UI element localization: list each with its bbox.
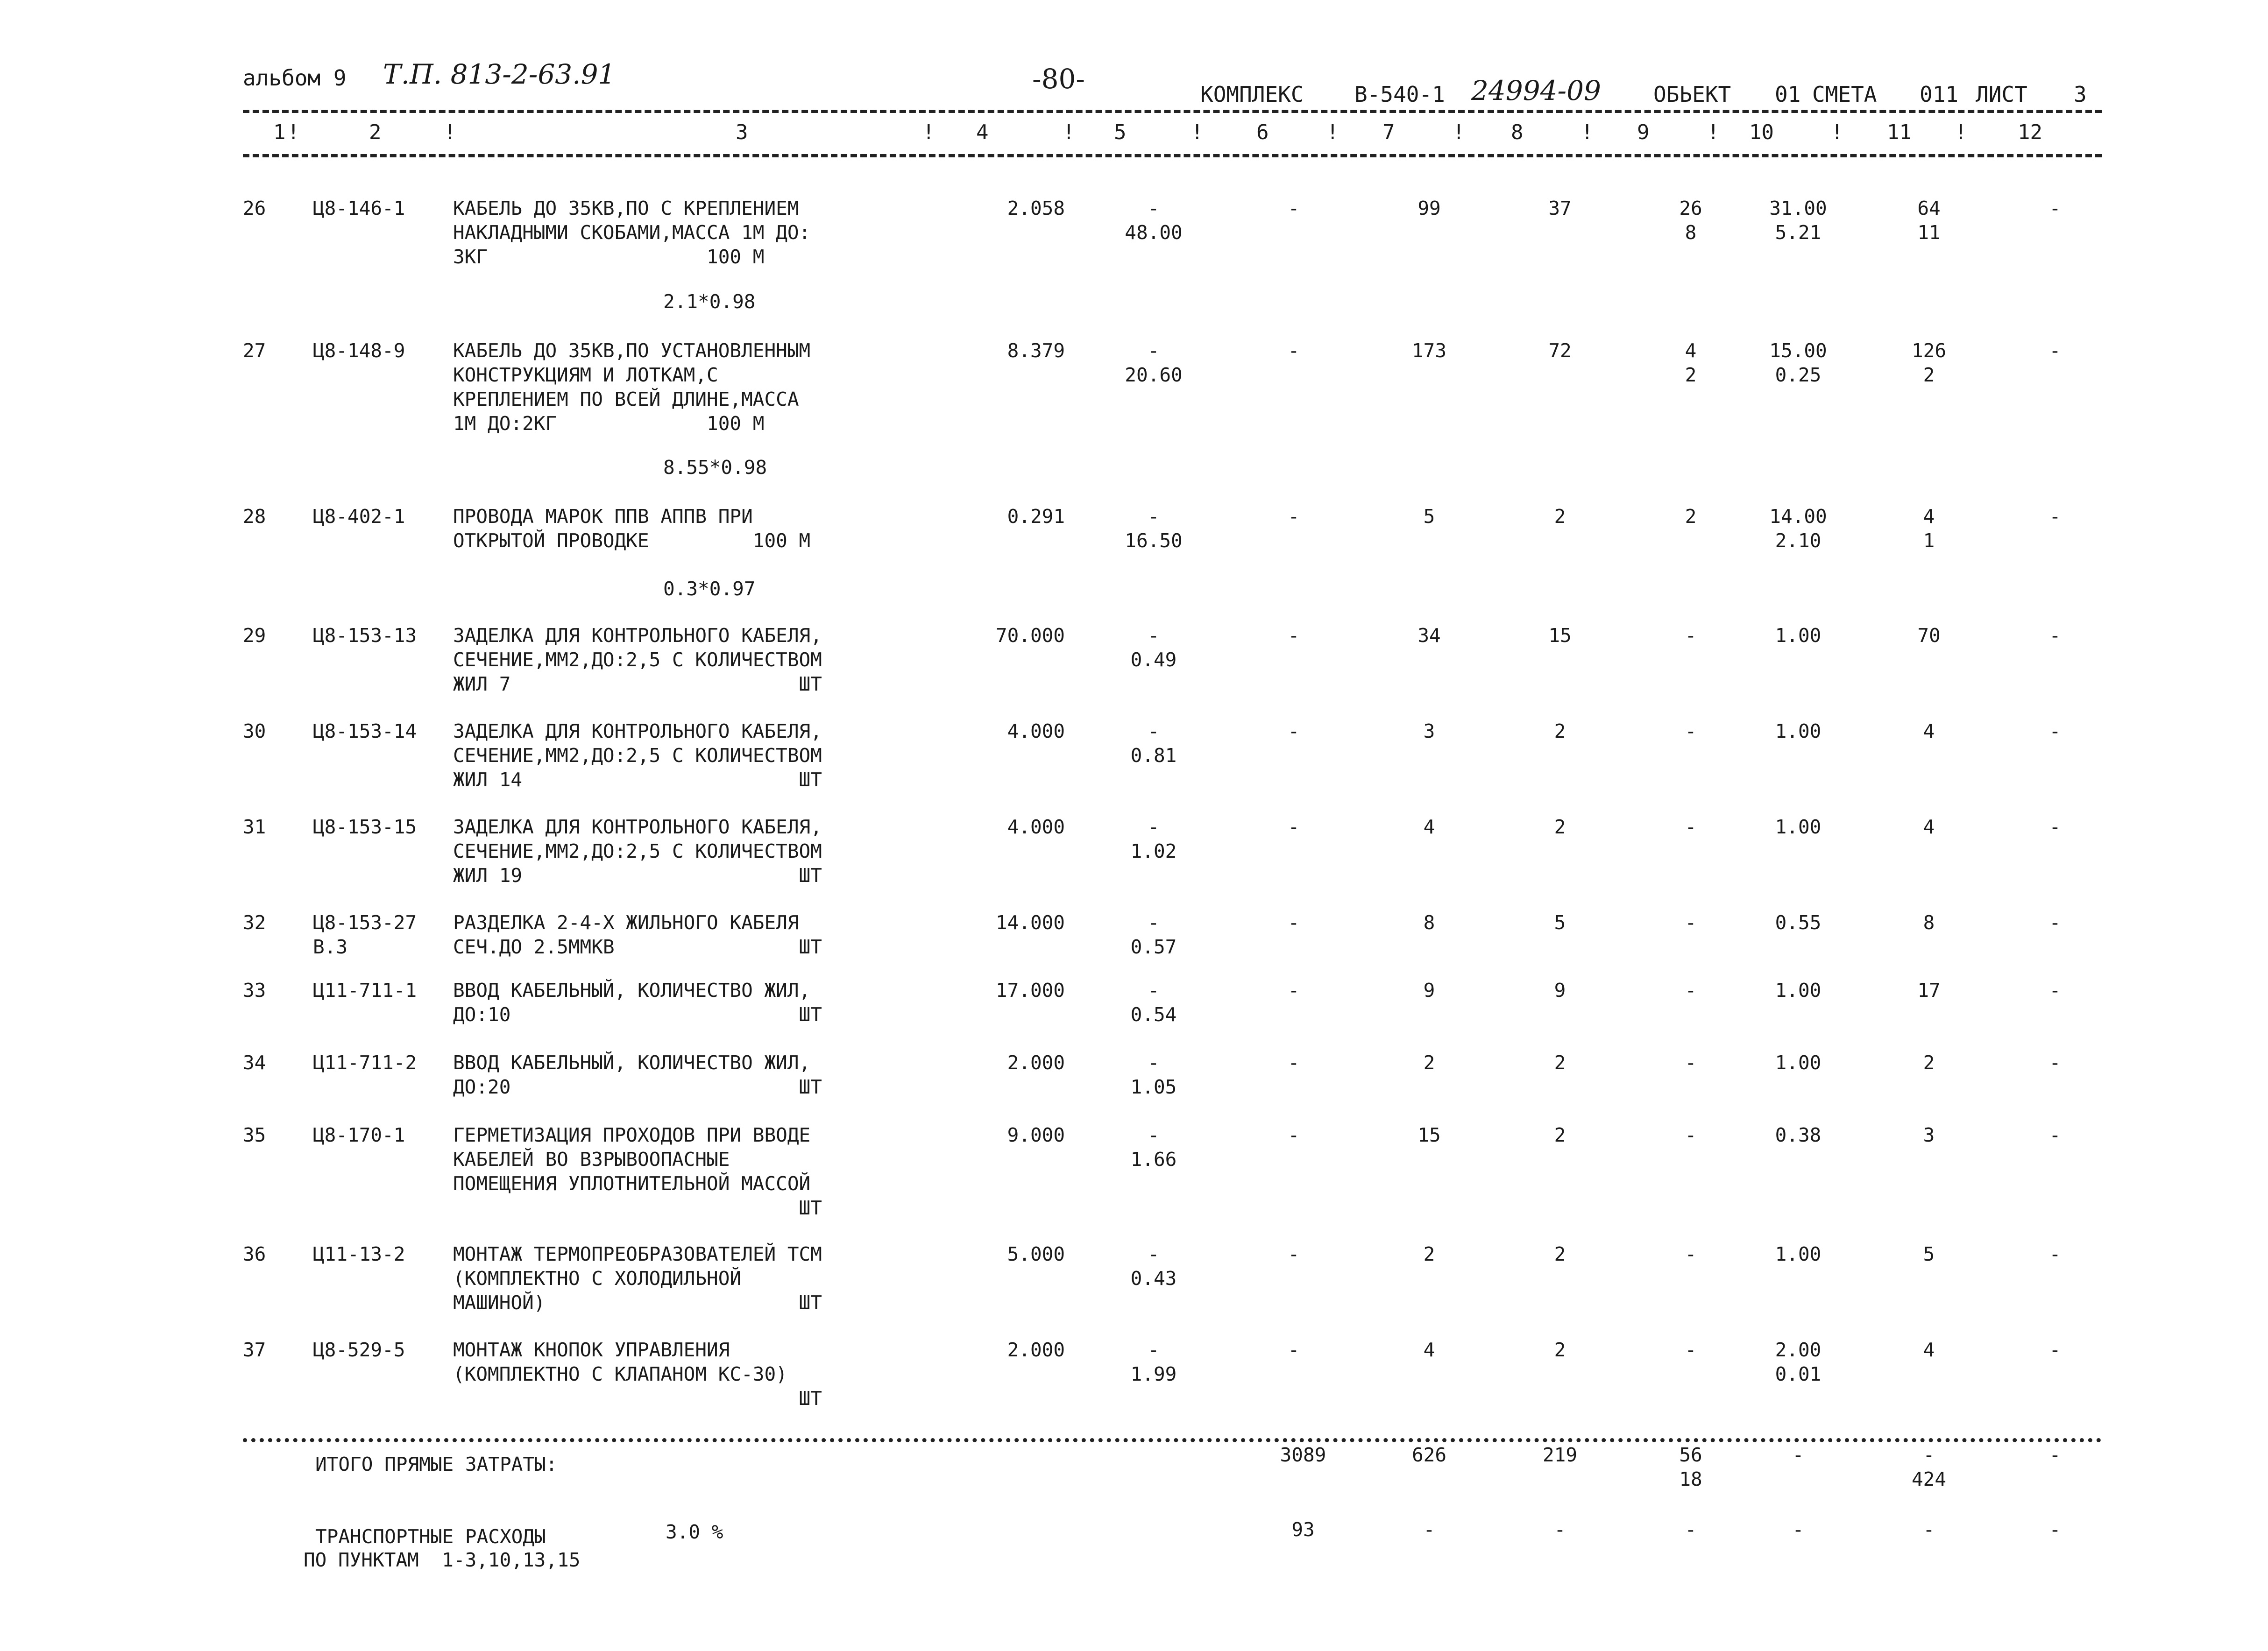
- col11-top: 70: [1917, 624, 1941, 647]
- col9-top: -: [1685, 1051, 1697, 1074]
- col-sep: !: [922, 120, 935, 144]
- sheet-label: ЛИСТ: [1976, 82, 2027, 107]
- quantity: 4.000: [1007, 816, 1065, 838]
- row-number: 29: [243, 624, 266, 647]
- col8: 37: [1548, 197, 1572, 219]
- complex-hand: 24994-09: [1471, 75, 1601, 106]
- col-sep: !: [444, 120, 456, 144]
- col9-top: 4: [1685, 339, 1697, 362]
- col11-top: 4: [1923, 1339, 1935, 1361]
- work-description-line: КРЕПЛЕНИЕМ ПО ВСЕЙ ДЛИНЕ,МАССА: [453, 388, 799, 410]
- totals-label: ИТОГО ПРЯМЫЕ ЗАТРАТЫ:: [315, 1453, 558, 1475]
- col11-top: 126: [1911, 339, 1947, 362]
- col6: -: [1288, 1243, 1300, 1265]
- work-description-line: ЗАДЕЛКА ДЛЯ КОНТРОЛЬНОГО КАБЕЛЯ,: [453, 816, 822, 838]
- col9-bottom: 8: [1685, 221, 1697, 244]
- col11-bottom: 1: [1923, 529, 1935, 552]
- smeta-label: СМЕТА: [1812, 82, 1877, 107]
- col-1: 1: [273, 120, 286, 144]
- col12: -: [2049, 197, 2061, 219]
- col5-top: -: [1148, 339, 1160, 362]
- unit-price: 0.57: [1130, 936, 1177, 958]
- totals-c9a: 56: [1679, 1444, 1702, 1466]
- unit-price: 1.02: [1130, 840, 1177, 862]
- col-sep: !: [287, 120, 300, 144]
- transport-c12: -: [2049, 1518, 2061, 1541]
- row-number: 28: [243, 505, 266, 528]
- quantity: 2.058: [1007, 197, 1065, 219]
- work-description-line: МАШИНОЙ) ШТ: [453, 1291, 822, 1314]
- work-description-line: СЕЧЕНИЕ,ММ2,ДО:2,5 С КОЛИЧЕСТВОМ: [453, 649, 822, 671]
- col9-bottom: 2: [1685, 364, 1697, 386]
- col10-top: 1.00: [1775, 1243, 1821, 1265]
- col12: -: [2049, 1243, 2061, 1265]
- transport-items: ПО ПУНКТАМ 1-3,10,13,15: [304, 1549, 581, 1571]
- quantity: 5.000: [1007, 1243, 1065, 1265]
- object-label: ОБЬЕКТ: [1653, 82, 1731, 107]
- rate-code: Ц8-153-27: [313, 911, 417, 934]
- col10-bottom: 0.01: [1775, 1363, 1821, 1385]
- row-number: 36: [243, 1243, 266, 1265]
- col11-bottom: 2: [1923, 364, 1935, 386]
- col-sep: !: [1326, 120, 1339, 144]
- col5-top: -: [1148, 1124, 1160, 1146]
- col9-top: 2: [1685, 505, 1697, 528]
- work-description-line: КАБЕЛЬ ДО 35КВ,ПО С КРЕПЛЕНИЕМ: [453, 197, 799, 219]
- col9-top: -: [1685, 624, 1697, 647]
- col8: 2: [1554, 1243, 1566, 1265]
- col10-bottom: 2.10: [1775, 529, 1821, 552]
- col-10: 10: [1749, 120, 1774, 144]
- page-number: -80-: [1032, 63, 1085, 95]
- col-sep: !: [1581, 120, 1594, 144]
- rate-code: Ц11-711-1: [313, 979, 417, 1002]
- col10-top: 2.00: [1775, 1339, 1821, 1361]
- work-description-line: МОНТАЖ ТЕРМОПРЕОБРАЗОВАТЕЛЕЙ ТСМ: [453, 1243, 822, 1265]
- work-description-line: ДО:10 ШТ: [453, 1003, 822, 1026]
- col7: 2: [1423, 1243, 1435, 1265]
- work-description-line: ПОМЕЩЕНИЯ УПЛОТНИТЕЛЬНОЙ МАССОЙ: [453, 1172, 811, 1195]
- row-number: 26: [243, 197, 266, 219]
- coefficient-formula: 0.3*0.97: [663, 578, 756, 600]
- unit-price: 20.60: [1125, 364, 1183, 386]
- col6: -: [1288, 1339, 1300, 1361]
- work-description-line: СЕЧ.ДО 2.5ММКВ ШТ: [453, 936, 822, 958]
- col10-top: 15.00: [1769, 339, 1827, 362]
- quantity: 0.291: [1007, 505, 1065, 528]
- work-description-line: ЗАДЕЛКА ДЛЯ КОНТРОЛЬНОГО КАБЕЛЯ,: [453, 624, 822, 647]
- rate-code: Ц11-13-2: [313, 1243, 405, 1265]
- col9-top: -: [1685, 1243, 1697, 1265]
- col12: -: [2049, 339, 2061, 362]
- col-9: 9: [1637, 120, 1650, 144]
- col5-top: -: [1148, 979, 1160, 1002]
- totals-c10: -: [1792, 1444, 1804, 1466]
- col10-top: 31.00: [1769, 197, 1827, 219]
- unit-price: 1.99: [1130, 1363, 1177, 1385]
- header-rule-bottom: [243, 154, 2102, 157]
- col-4: 4: [976, 120, 989, 144]
- work-description-line: (КОМПЛЕКТНО С ХОЛОДИЛЬНОЙ: [453, 1267, 742, 1290]
- rate-code: Ц8-146-1: [313, 197, 405, 219]
- album-label: альбом 9: [243, 65, 347, 91]
- col8: 2: [1554, 720, 1566, 742]
- work-description-line: КАБЕЛЬ ДО 35КВ,ПО УСТАНОВЛЕННЫМ: [453, 339, 811, 362]
- col7: 4: [1423, 1339, 1435, 1361]
- col10-top: 1.00: [1775, 816, 1821, 838]
- totals-c7: 626: [1411, 1444, 1447, 1466]
- object-num: 01: [1775, 82, 1801, 107]
- quantity: 8.379: [1007, 339, 1065, 362]
- unit-price: 0.54: [1130, 1003, 1177, 1026]
- transport-label: ТРАНСПОРТНЫЕ РАСХОДЫ: [315, 1525, 546, 1548]
- col5-top: -: [1148, 816, 1160, 838]
- col7: 173: [1411, 339, 1447, 362]
- unit-price: 0.49: [1130, 649, 1177, 671]
- quantity: 9.000: [1007, 1124, 1065, 1146]
- smeta-num: 011: [1920, 82, 1959, 107]
- col6: -: [1288, 624, 1300, 647]
- col11-top: 64: [1917, 197, 1941, 219]
- col7: 2: [1423, 1051, 1435, 1074]
- col-8: 8: [1511, 120, 1524, 144]
- col5-top: -: [1148, 1051, 1160, 1074]
- col11-top: 4: [1923, 505, 1935, 528]
- col12: -: [2049, 816, 2061, 838]
- col12: -: [2049, 720, 2061, 742]
- transport-c9: -: [1685, 1518, 1697, 1541]
- col10-top: 1.00: [1775, 720, 1821, 742]
- totals-c8: 219: [1542, 1444, 1578, 1466]
- work-description-line: ВВОД КАБЕЛЬНЫЙ, КОЛИЧЕСТВО ЖИЛ,: [453, 1051, 811, 1074]
- col5-top: -: [1148, 1243, 1160, 1265]
- transport-c10: -: [1792, 1518, 1804, 1541]
- col11-top: 8: [1923, 911, 1935, 934]
- rate-code: Ц8-153-15: [313, 816, 417, 838]
- col7: 15: [1418, 1124, 1441, 1146]
- work-description-line: ОТКРЫТОЙ ПРОВОДКЕ 100 М: [453, 529, 811, 552]
- row-number: 31: [243, 816, 266, 838]
- row-number: 34: [243, 1051, 266, 1074]
- work-description-line: 1М ДО:2КГ 100 М: [453, 412, 765, 435]
- col6: -: [1288, 339, 1300, 362]
- row-number: 33: [243, 979, 266, 1002]
- col12: -: [2049, 1051, 2061, 1074]
- quantity: 14.000: [995, 911, 1065, 934]
- work-description-line: ШТ: [453, 1197, 822, 1219]
- col-sep: !: [1453, 120, 1465, 144]
- quantity: 2.000: [1007, 1339, 1065, 1361]
- col10-top: 14.00: [1769, 505, 1827, 528]
- work-description-line: ЖИЛ 19 ШТ: [453, 864, 822, 887]
- col11-top: 4: [1923, 720, 1935, 742]
- unit-price: 1.05: [1130, 1076, 1177, 1098]
- col8: 72: [1548, 339, 1572, 362]
- col8: 15: [1548, 624, 1572, 647]
- header-rule-top: [243, 110, 2102, 113]
- rate-code: Ц8-148-9: [313, 339, 405, 362]
- col5-top: -: [1148, 505, 1160, 528]
- col7: 34: [1418, 624, 1441, 647]
- col6: -: [1288, 197, 1300, 219]
- tp-number: Т.П. 813-2-63.91: [383, 58, 616, 90]
- col12: -: [2049, 624, 2061, 647]
- col6: -: [1288, 1051, 1300, 1074]
- sheet-num: 3: [2074, 82, 2087, 107]
- transport-pct: 3.0 %: [666, 1521, 723, 1543]
- work-description-line: 3КГ 100 М: [453, 246, 765, 268]
- col11-top: 5: [1923, 1243, 1935, 1265]
- rate-code: Ц8-153-13: [313, 624, 417, 647]
- col8: 9: [1554, 979, 1566, 1002]
- col8: 2: [1554, 1339, 1566, 1361]
- col-sep: !: [1955, 120, 1967, 144]
- col11-top: 17: [1917, 979, 1941, 1002]
- work-description-line: ЗАДЕЛКА ДЛЯ КОНТРОЛЬНОГО КАБЕЛЯ,: [453, 720, 822, 742]
- rate-code-suffix: В.3: [313, 936, 348, 958]
- col5-top: -: [1148, 624, 1160, 647]
- col9-top: -: [1685, 720, 1697, 742]
- complex-label: КОМПЛЕКС: [1200, 82, 1304, 107]
- col9-top: -: [1685, 979, 1697, 1002]
- col8: 2: [1554, 505, 1566, 528]
- col10-bottom: 5.21: [1775, 221, 1821, 244]
- row-number: 32: [243, 911, 266, 934]
- col10-top: 1.00: [1775, 979, 1821, 1002]
- col12: -: [2049, 911, 2061, 934]
- unit-price: 1.66: [1130, 1148, 1177, 1171]
- quantity: 17.000: [995, 979, 1065, 1002]
- col-sep: !: [1831, 120, 1843, 144]
- rate-code: Ц8-153-14: [313, 720, 417, 742]
- unit-price: 16.50: [1125, 529, 1183, 552]
- totals-c11b: 424: [1911, 1468, 1947, 1490]
- col7: 3: [1423, 720, 1435, 742]
- col7: 5: [1423, 505, 1435, 528]
- work-description-line: ЖИЛ 7 ШТ: [453, 673, 822, 695]
- col10-top: 1.00: [1775, 624, 1821, 647]
- rate-code: Ц8-529-5: [313, 1339, 405, 1361]
- totals-rule: [243, 1438, 2102, 1442]
- col10-top: 0.38: [1775, 1124, 1821, 1146]
- transport-c11: -: [1923, 1518, 1935, 1541]
- col12: -: [2049, 1124, 2061, 1146]
- work-description-line: СЕЧЕНИЕ,ММ2,ДО:2,5 С КОЛИЧЕСТВОМ: [453, 840, 822, 862]
- work-description-line: КАБЕЛЕЙ ВО ВЗРЫВООПАСНЫЕ: [453, 1148, 730, 1171]
- col8: 2: [1554, 1051, 1566, 1074]
- work-description-line: СЕЧЕНИЕ,ММ2,ДО:2,5 С КОЛИЧЕСТВОМ: [453, 744, 822, 767]
- transport-c7: -: [1423, 1518, 1435, 1541]
- rate-code: Ц8-402-1: [313, 505, 405, 528]
- col-sep: !: [1063, 120, 1075, 144]
- col6: -: [1288, 816, 1300, 838]
- totals-c11a: -: [1923, 1444, 1935, 1466]
- work-description-line: РАЗДЕЛКА 2-4-Х ЖИЛЬНОГО КАБЕЛЯ: [453, 911, 799, 934]
- coefficient-formula: 8.55*0.98: [663, 456, 767, 479]
- totals-c6: 3089: [1280, 1444, 1326, 1466]
- col10-bottom: 0.25: [1775, 364, 1821, 386]
- col9-top: 26: [1679, 197, 1702, 219]
- col6: -: [1288, 979, 1300, 1002]
- complex-code: В-540-1: [1354, 82, 1445, 107]
- col11-top: 2: [1923, 1051, 1935, 1074]
- rate-code: Ц11-711-2: [313, 1051, 417, 1074]
- transport-c6: 93: [1291, 1518, 1315, 1541]
- col-sep: !: [1707, 120, 1720, 144]
- work-description-line: ПРОВОДА МАРОК ППВ АППВ ПРИ: [453, 505, 753, 528]
- unit-price: 48.00: [1125, 221, 1183, 244]
- row-number: 27: [243, 339, 266, 362]
- col9-top: -: [1685, 911, 1697, 934]
- quantity: 2.000: [1007, 1051, 1065, 1074]
- col-2: 2: [369, 120, 382, 144]
- col12: -: [2049, 505, 2061, 528]
- coefficient-formula: 2.1*0.98: [663, 290, 756, 313]
- col5-top: -: [1148, 197, 1160, 219]
- totals-c12: -: [2049, 1444, 2061, 1466]
- col8: 2: [1554, 816, 1566, 838]
- col6: -: [1288, 911, 1300, 934]
- col-7: 7: [1382, 120, 1395, 144]
- col5-top: -: [1148, 911, 1160, 934]
- col10-top: 0.55: [1775, 911, 1821, 934]
- rate-code: Ц8-170-1: [313, 1124, 405, 1146]
- col-6: 6: [1256, 120, 1269, 144]
- col11-top: 3: [1923, 1124, 1935, 1146]
- col-5: 5: [1114, 120, 1127, 144]
- work-description-line: ШТ: [453, 1387, 822, 1410]
- col-12: 12: [2018, 120, 2042, 144]
- col11-bottom: 11: [1917, 221, 1941, 244]
- col9-top: -: [1685, 1124, 1697, 1146]
- work-description-line: ДО:20 ШТ: [453, 1076, 822, 1098]
- work-description-line: ЖИЛ 14 ШТ: [453, 769, 822, 791]
- transport-c8: -: [1554, 1518, 1566, 1541]
- row-number: 35: [243, 1124, 266, 1146]
- col10-top: 1.00: [1775, 1051, 1821, 1074]
- col7: 99: [1418, 197, 1441, 219]
- col8: 5: [1554, 911, 1566, 934]
- col5-top: -: [1148, 1339, 1160, 1361]
- work-description-line: (КОМПЛЕКТНО С КЛАПАНОМ КС-30): [453, 1363, 787, 1385]
- quantity: 70.000: [995, 624, 1065, 647]
- totals-c9b: 18: [1679, 1468, 1702, 1490]
- work-description-line: ГЕРМЕТИЗАЦИЯ ПРОХОДОВ ПРИ ВВОДЕ: [453, 1124, 811, 1146]
- col6: -: [1288, 1124, 1300, 1146]
- row-number: 37: [243, 1339, 266, 1361]
- col6: -: [1288, 505, 1300, 528]
- work-description-line: НАКЛАДНЫМИ СКОБАМИ,МАССА 1М ДО:: [453, 221, 811, 244]
- col7: 4: [1423, 816, 1435, 838]
- unit-price: 0.43: [1130, 1267, 1177, 1290]
- col7: 8: [1423, 911, 1435, 934]
- col9-top: -: [1685, 1339, 1697, 1361]
- col-3: 3: [736, 120, 748, 144]
- work-description-line: КОНСТРУКЦИЯМ И ЛОТКАМ,С: [453, 364, 718, 386]
- row-number: 30: [243, 720, 266, 742]
- col9-top: -: [1685, 816, 1697, 838]
- work-description-line: МОНТАЖ КНОПОК УПРАВЛЕНИЯ: [453, 1339, 730, 1361]
- col11-top: 4: [1923, 816, 1935, 838]
- col5-top: -: [1148, 720, 1160, 742]
- col6: -: [1288, 720, 1300, 742]
- work-description-line: ВВОД КАБЕЛЬНЫЙ, КОЛИЧЕСТВО ЖИЛ,: [453, 979, 811, 1002]
- quantity: 4.000: [1007, 720, 1065, 742]
- col7: 9: [1423, 979, 1435, 1002]
- col-11: 11: [1887, 120, 1912, 144]
- col12: -: [2049, 1339, 2061, 1361]
- col-sep: !: [1191, 120, 1204, 144]
- unit-price: 0.81: [1130, 744, 1177, 767]
- col12: -: [2049, 979, 2061, 1002]
- col8: 2: [1554, 1124, 1566, 1146]
